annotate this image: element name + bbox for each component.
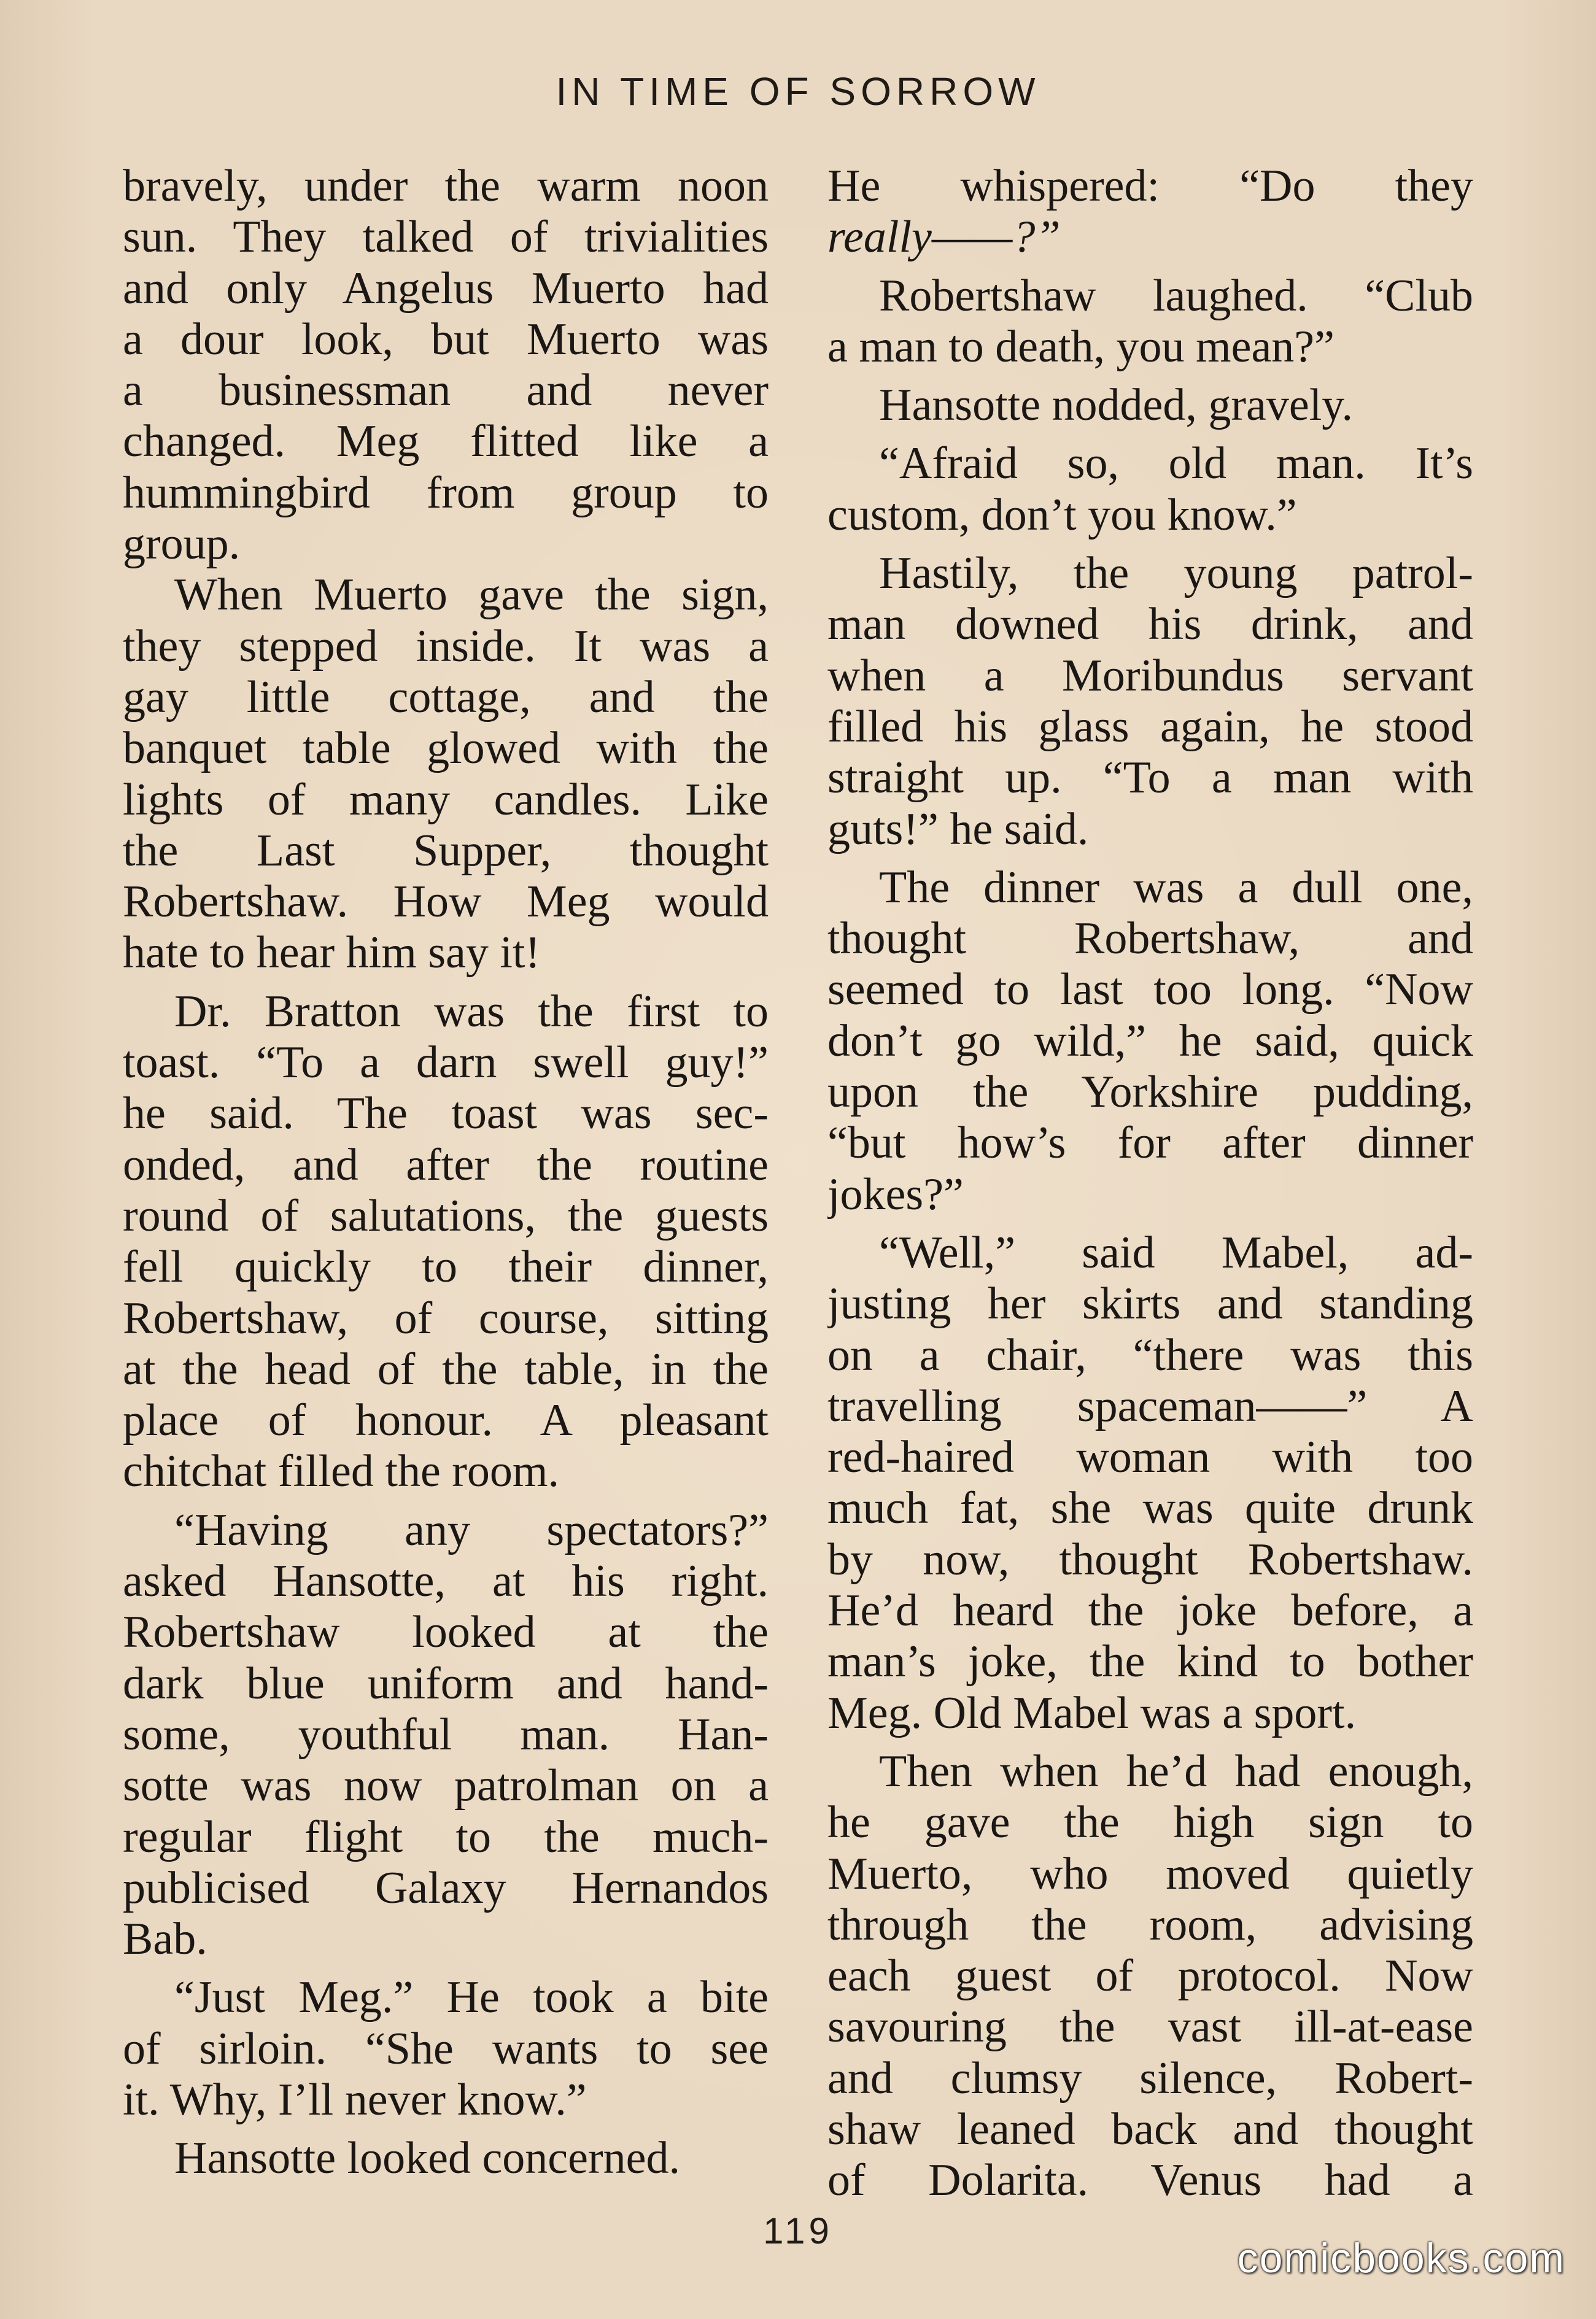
text-line: man downed his drink, and <box>827 599 1473 650</box>
text-line: on a chair, “there was this <box>827 1330 1473 1380</box>
text-line-italic: really——?” <box>827 212 1061 263</box>
text-line: “but how’s for after dinner <box>827 1118 1473 1169</box>
running-head: IN TIME OF SORROW <box>556 69 1040 114</box>
watermark-text: comicbooks.com <box>1237 2235 1565 2282</box>
text-line: Robertshaw. How Meg would <box>123 877 769 927</box>
text-line: travelling spaceman——” A <box>827 1380 1473 1431</box>
text-line: dark blue uniform and hand- <box>123 1658 769 1709</box>
text-line: Robertshaw looked at the <box>123 1607 769 1658</box>
text-line: He whispered: “Do they <box>827 161 1473 211</box>
text-line: much fat, she was quite drunk <box>827 1483 1473 1534</box>
text-line: chitchat filled the room. <box>123 1446 559 1497</box>
text-line: guts!” he said. <box>827 803 1089 854</box>
text-line: “Having any spectators?” <box>174 1504 769 1555</box>
text-line: of Dolarita. Venus had a <box>827 2155 1473 2206</box>
text-line: savouring the vast ill-at-ease <box>827 2002 1473 2053</box>
text-line: He’d heard the joke before, a <box>827 1585 1473 1636</box>
text-line: Meg. Old Mabel was a sport. <box>827 1687 1357 1738</box>
text-line: shaw leaned back and thought <box>827 2104 1473 2154</box>
text-line: jokes?” <box>827 1169 964 1220</box>
text-line: through the room, advising <box>827 1899 1473 1950</box>
text-line: filled his glass again, he stood <box>827 701 1473 752</box>
text-line: The dinner was a dull one, <box>879 862 1473 913</box>
text-line: the Last Supper, thought <box>123 825 769 876</box>
text-line: gay little cottage, and the <box>123 672 769 722</box>
text-line: hummingbird from group to <box>123 467 769 518</box>
text-line: banquet table glowed with the <box>123 723 769 774</box>
text-line: at the head of the table, in the <box>123 1344 769 1395</box>
text-line: he gave the high sign to <box>827 1797 1473 1848</box>
left-text-column <box>123 161 769 2185</box>
text-line: and clumsy silence, Robert- <box>827 2053 1473 2104</box>
text-line: hate to hear him say it! <box>123 927 541 978</box>
text-line: when a Moribundus servant <box>827 650 1473 701</box>
text-line: don’t go wild,” he said, quick <box>827 1015 1473 1066</box>
text-line: Robertshaw laughed. “Club <box>879 270 1473 321</box>
text-line: red-haired woman with too <box>827 1432 1473 1483</box>
text-line: and only Angelus Muerto had <box>123 263 769 314</box>
text-line: Dr. Bratton was the first to <box>174 986 769 1037</box>
text-line: it. Why, I’ll never know.” <box>123 2074 587 2125</box>
text-line: Hastily, the young patrol- <box>879 548 1473 599</box>
text-line: “Just Meg.” He took a bite <box>174 1972 769 2023</box>
text-line: upon the Yorkshire pudding, <box>827 1067 1473 1118</box>
text-line: thought Robertshaw, and <box>827 913 1473 964</box>
text-line: man’s joke, the kind to bother <box>827 1636 1473 1687</box>
text-line: sun. They talked of trivialities <box>123 212 769 263</box>
text-line: straight up. “To a man with <box>827 753 1473 803</box>
text-line: some, youthful man. Han- <box>123 1709 769 1760</box>
text-line: by now, thought Robertshaw. <box>827 1534 1473 1585</box>
text-line: he said. The toast was sec- <box>123 1088 769 1139</box>
text-line: seemed to last too long. “Now <box>827 964 1473 1015</box>
text-line: onded, and after the routine <box>123 1139 769 1190</box>
text-line: a man to death, you mean?” <box>827 321 1335 372</box>
text-line: “Well,” said Mabel, ad- <box>879 1227 1473 1278</box>
text-line: Muerto, who moved quietly <box>827 1848 1473 1899</box>
text-line: asked Hansotte, at his right. <box>123 1556 769 1607</box>
text-line: round of salutations, the guests <box>123 1190 769 1241</box>
text-line: fell quickly to their dinner, <box>123 1242 769 1293</box>
text-line: sotte was now patrolman on a <box>123 1760 769 1811</box>
text-line: toast. “To a darn swell guy!” <box>123 1037 769 1088</box>
text-line: Robertshaw, of course, sitting <box>123 1293 769 1344</box>
text-line: a dour look, but Muerto was <box>123 314 769 365</box>
text-line: Hansotte looked concerned. <box>174 2133 680 2184</box>
text-line: When Muerto gave the sign, <box>174 570 769 621</box>
text-line: of sirloin. “She wants to see <box>123 2023 769 2074</box>
text-line: lights of many candles. Like <box>123 774 769 825</box>
text-line: group. <box>123 519 241 570</box>
text-line: regular flight to the much- <box>123 1811 769 1862</box>
text-line: bravely, under the warm noon <box>123 161 769 211</box>
text-line: Hansotte nodded, gravely. <box>879 380 1353 431</box>
text-line: custom, don’t you know.” <box>827 489 1297 540</box>
page-number: 119 <box>763 2210 833 2251</box>
text-line: publicised Galaxy Hernandos <box>123 1862 769 1913</box>
right-text-column <box>827 161 1473 2207</box>
text-line: Bab. <box>123 1914 207 1965</box>
text-line: a businessman and never <box>123 365 769 416</box>
text-line: they stepped inside. It was a <box>123 621 769 672</box>
text-line: changed. Meg flitted like a <box>123 416 769 467</box>
text-line: “Afraid so, old man. It’s <box>879 438 1473 489</box>
text-line: place of honour. A pleasant <box>123 1395 769 1446</box>
text-line: each guest of protocol. Now <box>827 1951 1473 2002</box>
text-line: justing her skirts and standing <box>827 1279 1473 1330</box>
text-line: Then when he’d had enough, <box>879 1746 1473 1797</box>
